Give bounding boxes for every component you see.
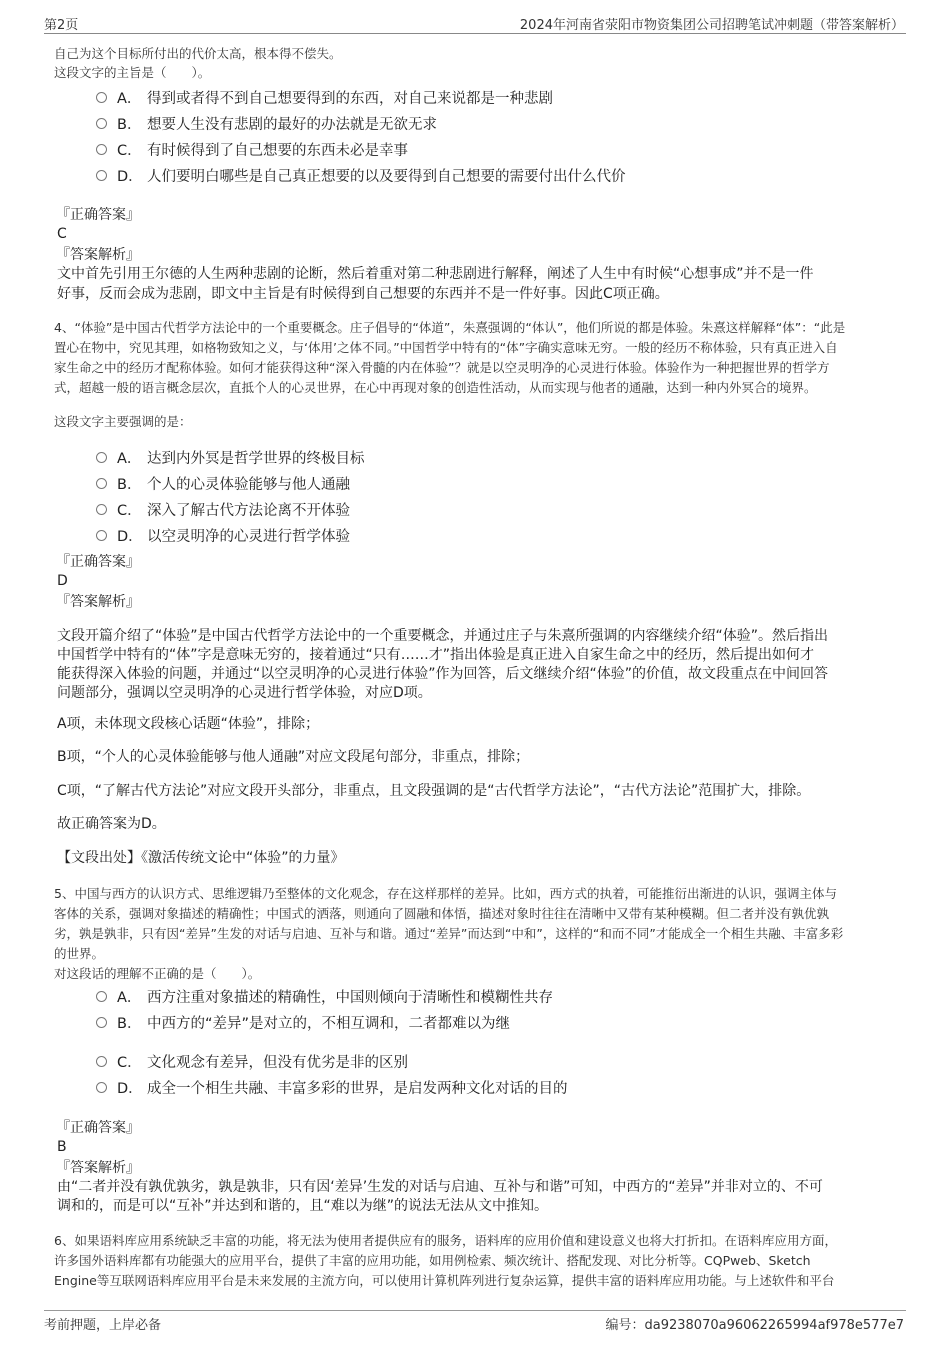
q4-option-c[interactable]: C． 深入了解古代方法论离不开体验 (96, 498, 350, 520)
q3-analysis-label: 『答案解析』 (56, 247, 140, 263)
q5-stem-line-1: 5、中国与西方的认识方式、思维逻辑乃至整体的文化观念，存在这样那样的差异。比如，西方式的执着，可能推衍出渐进的认识，强调主体与 (54, 886, 837, 901)
document-code: 编号：da9238070a96062265994af978e577e7 (605, 1318, 904, 1333)
q4-note-c: C项，“了解古代方法论”对应文段开头部分，非重点，且文段强调的是“古代哲学方法论”，“古代方法论”范围扩大，排除。 (57, 783, 811, 799)
radio-icon[interactable] (96, 170, 107, 181)
radio-icon[interactable] (96, 478, 107, 489)
radio-icon[interactable] (96, 991, 107, 1002)
q5-analysis-line-2: 调和的，而是可以“互补”并达到和谐的，且“难以为继”的说法无法从文中推知。 (57, 1198, 549, 1214)
q5-analysis-label: 『答案解析』 (56, 1160, 140, 1176)
q4-source: 【文段出处】《激活传统文论中“体验”的力量》 (57, 850, 345, 866)
q3-option-d[interactable]: D． 人们要明白哪些是自己真正想要的以及要得到自己想要的需要付出什么代价 (96, 164, 626, 186)
q4-note-a: A项，未体现文段核心话题“体验”，排除； (57, 716, 320, 732)
q5-question: 对这段话的理解不正确的是（ ）。 (54, 966, 261, 981)
q3-option-a[interactable]: A． 得到或者得不到自己想要得到的东西，对自己来说都是一种悲剧 (96, 86, 553, 108)
q4-analysis-line-3: 能获得深入体验的问题，并通过“以空灵明净的心灵进行体验”作为回答，后文继续介绍“体验”的价值，故文段重点在中间回答 (57, 666, 829, 682)
q6-stem-line-2: 许多国外语料库都有功能强大的应用平台，提供了丰富的应用功能，如用例检索、频次统计、搭配发现、对比分析等。CQPweb、Sketch (54, 1253, 811, 1268)
radio-icon[interactable] (96, 1056, 107, 1067)
q3-question: 这段文字的主旨是（ ）。 (54, 65, 211, 80)
page-number: 第2页 (44, 18, 79, 33)
q4-answer: D (57, 573, 68, 589)
header-divider (44, 33, 906, 34)
q5-stem-line-3: 劣，孰是孰非，只有因“差异”生发的对话与启迪、互补与和谐。通过“差异”而达到“中和”，这样的“和而不同”才能成全一个相生共融、丰富多彩 (54, 926, 844, 941)
radio-icon[interactable] (96, 92, 107, 103)
q4-option-b[interactable]: B． 个人的心灵体验能够与他人通融 (96, 472, 350, 494)
radio-icon[interactable] (96, 504, 107, 515)
q5-answer: B (57, 1139, 67, 1155)
q3-analysis-line-2: 好事，反而会成为悲剧，即文中主旨是有时候得到自己想要的东西并不是一件好事。因此C项正确。 (57, 286, 669, 302)
q4-analysis-line-1: 文段开篇介绍了“体验”是中国古代哲学方法论中的一个重要概念，并通过庄子与朱熹所强调的内容继续介绍“体验”。然后指出 (57, 628, 829, 644)
q3-answer-label: 『正确答案』 (56, 207, 140, 223)
footer-slogan: 考前押题，上岸必备 (44, 1318, 162, 1333)
q5-option-a[interactable]: A． 西方注重对象描述的精确性，中国则倾向于清晰性和模糊性共存 (96, 985, 553, 1007)
radio-icon[interactable] (96, 452, 107, 463)
q4-note-b: B项，“个人的心灵体验能够与他人通融”对应文段尾句部分，非重点，排除； (57, 749, 530, 765)
q5-option-b[interactable]: B． 中西方的“差异”是对立的，不相互调和，二者都难以为继 (96, 1011, 510, 1033)
q5-answer-label: 『正确答案』 (56, 1120, 140, 1136)
q3-option-b[interactable]: B． 想要人生没有悲剧的最好的办法就是无欲无求 (96, 112, 437, 134)
q4-stem-line-3: 家生命之中的经历才配称体验。如何才能获得这种“深入骨髓的内在体验”？就是以空灵明净的心灵进行体验。体验作为一种把握世界的哲学方 (54, 360, 830, 375)
radio-icon[interactable] (96, 530, 107, 541)
q5-stem-line-2: 客体的关系，强调对象描述的精确性；中国式的洒落，则通向了圆融和体悟，描述对象时往往在清晰中又带有某种模糊。但二者并没有孰优孰 (54, 906, 830, 921)
footer-divider (44, 1310, 906, 1311)
radio-icon[interactable] (96, 118, 107, 129)
q4-conclusion: 故正确答案为D。 (57, 816, 166, 832)
q5-analysis-line-1: 由“二者并没有孰优孰劣，孰是孰非，只有因‘差异’生发的对话与启迪、互补与和谐”可知，中西方的“差异”并非对立的、不可 (57, 1179, 823, 1195)
radio-icon[interactable] (96, 1017, 107, 1028)
q4-stem-line-1: 4、“体验”是中国古代哲学方法论中的一个重要概念。庄子倡导的“体道”，朱熹强调的“体认”，他们所说的都是体验。朱熹这样解释“体”：“此是 (54, 320, 846, 335)
q5-option-c[interactable]: C． 文化观念有差异，但没有优劣是非的区别 (96, 1050, 408, 1072)
q4-analysis-line-2: 中国哲学中特有的“体”字是意味无穷的，接着通过“只有……才”指出体验是真正进入自家生命之中的经历，然后提出如何才 (57, 647, 815, 663)
q5-stem-line-4: 的世界。 (54, 946, 105, 961)
q6-stem-line-3: Engine等互联网语料库应用平台是未来发展的主流方向，可以使用计算机阵列进行复杂运算，提供丰富的语料库应用功能。与上述软件和平台 (54, 1273, 835, 1288)
q4-option-a[interactable]: A． 达到内外冥是哲学世界的终极目标 (96, 446, 365, 468)
q6-stem-line-1: 6、如果语料库应用系统缺乏丰富的功能，将无法为使用者提供应有的服务，语料库的应用价值和建设意义也将大打折扣。在语料库应用方面， (54, 1233, 837, 1248)
q4-stem-line-2: 置心在物中，究见其理，如格物致知之义，与‘体用’之体不同。”中国哲学中特有的“体”字确实意味无穷。一般的经历不称体验，只有真正进入自 (54, 340, 838, 355)
document-title: 2024年河南省荥阳市物资集团公司招聘笔试冲刺题（带答案解析） (519, 18, 904, 33)
q4-analysis-line-4: 问题部分，强调以空灵明净的心灵进行哲学体验，对应D项。 (57, 685, 432, 701)
q4-answer-label: 『正确答案』 (56, 554, 140, 570)
q3-analysis-line-1: 文中首先引用王尔德的人生两种悲剧的论断，然后着重对第二种悲剧进行解释，阐述了人生中有时候“心想事成”并不是一件 (57, 266, 814, 282)
q4-stem-line-4: 式，超越一般的语言概念层次，直抵个人的心灵世界，在心中再现对象的创造性活动，从而实现与他者的通融，达到一种内外冥合的境界。 (54, 380, 817, 395)
q4-option-d[interactable]: D． 以空灵明净的心灵进行哲学体验 (96, 524, 350, 546)
q3-intro-line-1: 自己为这个目标所付出的代价太高，根本得不偿失。 (54, 46, 342, 61)
q3-option-c[interactable]: C． 有时候得到了自己想要的东西未必是幸事 (96, 138, 408, 160)
radio-icon[interactable] (96, 1082, 107, 1093)
q4-analysis-label: 『答案解析』 (56, 594, 140, 610)
q4-question: 这段文字主要强调的是： (54, 414, 192, 429)
q5-option-d[interactable]: D． 成全一个相生共融、丰富多彩的世界，是启发两种文化对话的目的 (96, 1076, 568, 1098)
radio-icon[interactable] (96, 144, 107, 155)
q3-answer: C (57, 226, 67, 242)
